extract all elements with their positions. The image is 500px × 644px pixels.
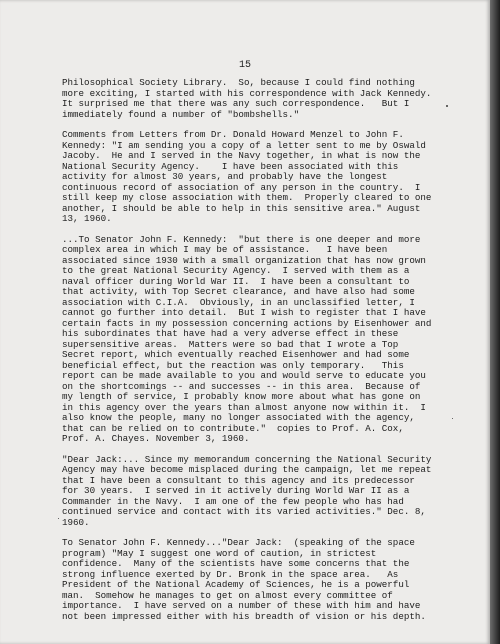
scan-edge (490, 0, 500, 644)
paper-speck (58, 518, 59, 519)
paragraph-dear-jack: "Dear Jack:... Since my memorandum concerning the National Security Agency may have become misplaced during the campaign, let me repeat that I have been a consultant to this agency and its predecessor for 30 years. I served in it actively during World War II as a Commander in the Navy. I am one of the few people who has had continued service and contact with its varied activities." Dec. 8, 1960. (62, 453, 432, 528)
paragraph-space-program: To Senator John F. Kennedy..."Dear Jack: (speaking of the space program) "May I suggest one word of caution, in strictest confidence. Many of the scientists have some concerns that the strong influence exerted by Dr. Bronk in the space area. As President of the National Academy of Sciences, he is a powerful man. Somehow he manages to get on almost every committee of importance. I have served on a number of these with him and have not been impressed either with his breadth of vision or his depth. (62, 537, 426, 622)
paragraph-kennedy-letter: ...To Senator John F. Kennedy: "but there is one deeper and more complex area in which I may be of assistance. I have been associated since 1930 with a small organization that has now grown to the great National Security Agency. I served with them as a naval officer during World War II. I have been a consultant to that activity, with Top Secret clearance, and have also had some association with C.I.A. Obviously, in an unclassified letter, I cannot go further into detail. But I wish to register that I have certain facts in my possession concerning actions by Eisenhower and his subordinates that have had a very adverse effect in these supersensitive areas. Matters were so bad that I wrote a Top Secret report, which eventually reached Eisenhower and had some beneficial effect, but the reaction was only temporary. This report can be made available to you and would serve to educate you on the shortcomings -- and successes -- in this area. Because of my length of service, I probably know more about what has gone on in this agency over the years than almost anyone now within it. I also know the people, many no longer associated with the agency, that can be relied on to contribute." copies to Prof. A. Cox, Prof. A. Chayes. November 3, 1960. (62, 233, 432, 444)
paper-speck (452, 418, 453, 419)
page-number: 15 (238, 60, 251, 71)
document-body (62, 78, 444, 622)
paragraph-menzel-letter: Comments from Letters from Dr. Donald Howard Menzel to John F. Kennedy: "I am sending you a copy of a letter sent to me by Oswald Jacoby. He and I served in the Navy together, in what is now the National Security Agency. I have been associated with this activity for almost 30 years, and probably have the longest continuous record of association of any person in the country. I still keep my close association with them. Properly cleared to one another, I should be able to help in this sensitive area." August 13, 1960. (62, 129, 432, 224)
paragraph-intro: Philosophical Society Library. So, because I could find nothing more exciting, I started with his correspondence with Jack Kennedy. It surprised me that there was any such correspondence. But I immediately found a number of "bombshells." (62, 77, 432, 120)
paper-speck (446, 105, 448, 107)
